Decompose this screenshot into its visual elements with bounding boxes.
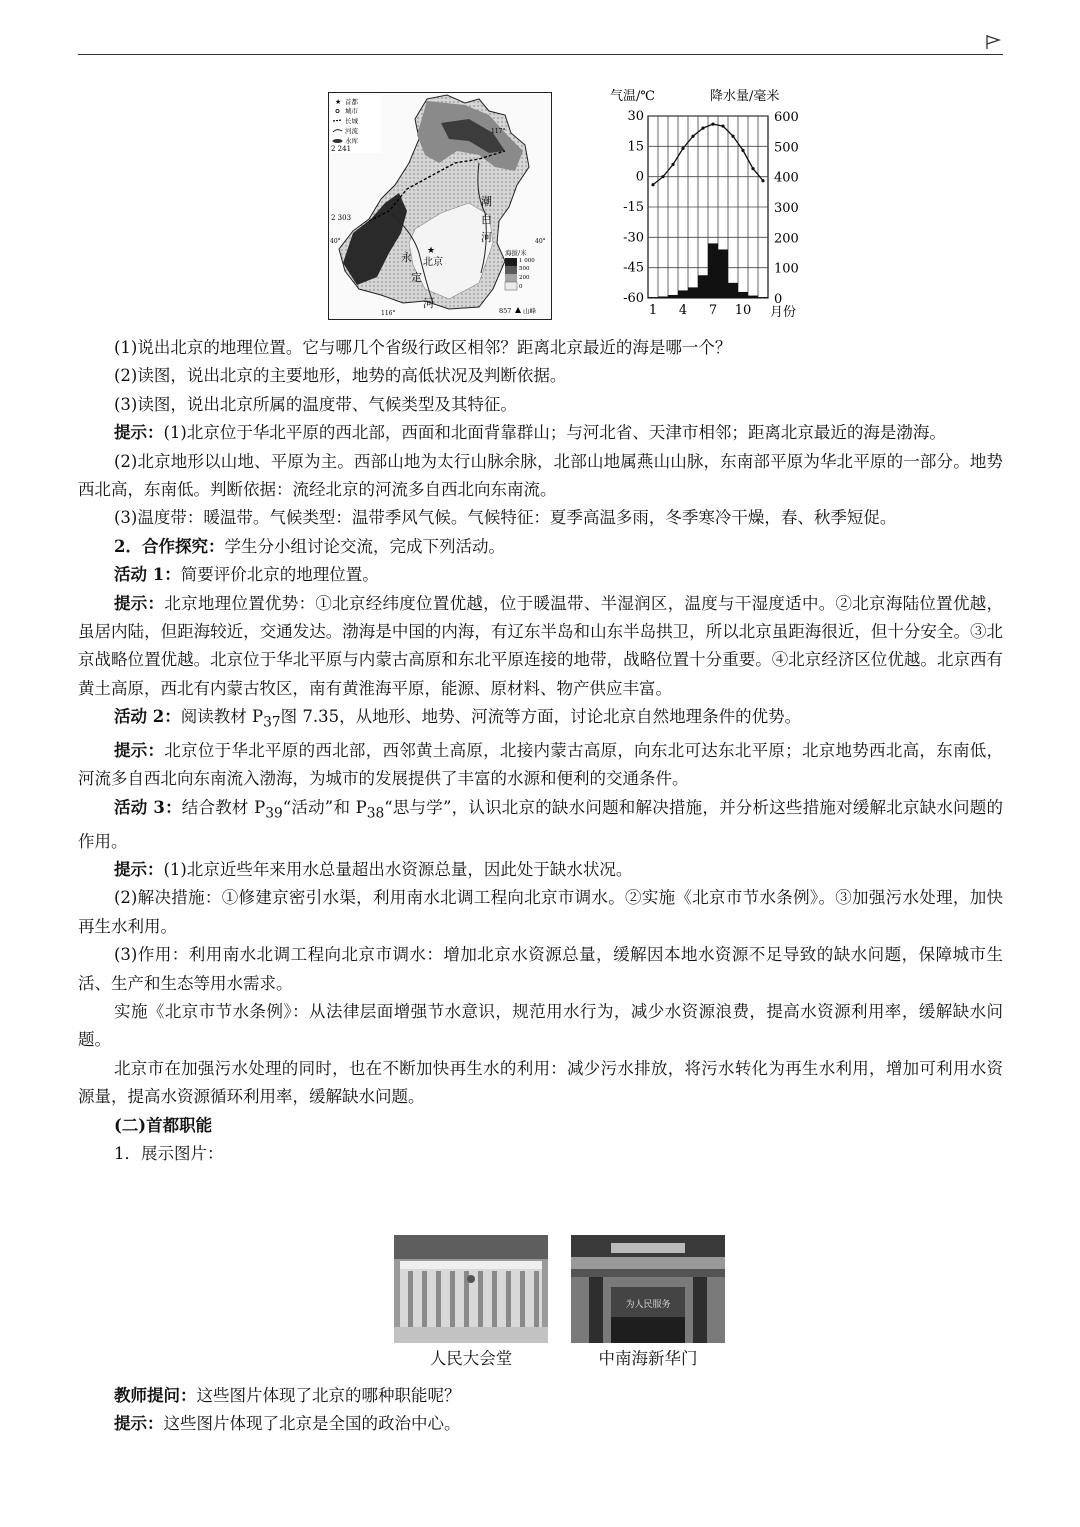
caption-great-hall: 人民大会堂 [429,1349,513,1368]
teacher-question: 教师提问：这些图片体现了北京的哪种职能呢？ [114,1386,461,1405]
hint-label: 提示： [114,423,164,443]
elev-label-1000: 1 000 [519,258,535,264]
precip-tick-label: 400 [774,170,799,186]
legend-river: 河流 [345,127,358,135]
precip-bar [748,296,758,298]
peak-label-2: 2 303 [331,214,352,222]
activity-3-hint-1: 提示：(1)北京近些年来用水总量超出水资源总量，因此处于缺水状况。 [114,859,633,879]
elev-label-200: 200 [519,275,530,281]
lon-label-117: 117° [491,128,506,135]
elev-legend-title: 海拔/米 [505,249,527,257]
activity-3-hint-5: 北京市在加强污水处理的同时，也在不断加快再生水的利用：减少污水排放，将污水转化为再生水利用，增加可利用水资源量，提高水资源循环利用率，缓解缺水问题。 [78,1058,1003,1107]
temperature-point [711,122,714,125]
legend-peak: 山峰 [523,307,536,315]
elev-label-0: 0 [519,284,523,290]
lat-label-left: 40° [330,238,341,245]
temp-tick-label: -60 [623,291,644,306]
activity-2: 活动 2：阅读教材 $P_{37}$图 7.35，从地形、地势、河流等方面，讨论北京自然地理条件的优势。 [114,707,802,731]
activity-3: 活动 3：结合教材 $P_{39}“$活动”和 $P_{38}“$思与学”，认识北京的缺水问题和解决措施，并分析这些措施对缓解北京缺水问题的作用。 [78,797,1003,851]
precip-bar [708,243,718,298]
temperature-point [671,163,674,166]
month-tick-label: 4 [678,303,688,318]
legend-wall: 长城 [345,117,358,125]
temp-tick-label: 30 [627,109,644,124]
precip-bar [668,295,678,298]
temperature-point [681,147,684,150]
precip-bar [688,287,698,298]
temp-tick-label: -45 [623,260,644,276]
lon-label-116: 116° [381,310,396,317]
precip-bar [738,292,748,298]
activity-3-hint-4: 实施《北京市节水条例》：从法律层面增强节水意识，规范用水行为，减少水资源浪费，提高水资源利用率，缓解缺水问题。 [78,1001,1003,1050]
river-label-he1: 河 [481,231,492,244]
precip-bar [718,249,728,298]
precip-bar [698,275,708,298]
climate-chart [608,84,808,324]
precip-tick-label: 0 [774,292,783,307]
beijing-topographic-map [328,92,552,320]
lesson-content [78,334,1003,1168]
peak-label-3: 857 [499,307,512,315]
hint-answer-2: (2)北京地形以山地、平原为主。西部山地为太行山脉余脉，北部山地属燕山山脉，东南部平原为华北平原的一部分。地势西北高，东南低。判断依据：流经北京的河流多自西北向东南流。 [78,451,1003,500]
temp-tick-label: -15 [623,200,644,215]
elev-swatch-1000 [505,258,517,266]
elev-swatch-500 [505,266,517,274]
precip-tick-label: 300 [774,201,799,216]
gate-plaque-text: 为人民服务 [625,1300,671,1310]
temp-tick-label: 15 [627,139,644,155]
cooperation-heading: 2．合作探究：学生分小组讨论交流，完成下列活动。 [114,536,505,556]
precip-tick-label: 600 [774,110,799,125]
month-tick-label: 10 [734,303,752,318]
temperature-point [731,135,734,138]
show-pictures: 1．展示图片： [114,1143,224,1163]
closing-section [78,1382,1003,1439]
question-2: (2)读图，说出北京的主要地形，地势的高低状况及判断依据。 [114,366,567,386]
final-hint: 提示：这些图片体现了北京是全国的政治中心。 [114,1414,461,1434]
caption-xinhua-gate: 中南海新华门 [598,1349,698,1368]
legend-city: 城市 [345,107,358,115]
elev-swatch-0 [505,282,517,290]
river-label-yong: 永 [401,251,412,264]
activity-3-hint-3: (3)作用：利用南水北调工程向北京市调水：增加北京水资源总量，缓解因本地水资源不足导致的缺水问题，保障城市生活、生产和生态等用水需求。 [78,945,1003,993]
photo-xinhua-gate [571,1235,725,1343]
legend-capital: 首都 [345,98,358,106]
temperature-point [701,127,704,130]
activity-3-hint-2: (2)解决措施：①修建京密引水渠，利用南水北调工程向北京市调水。②实施《北京市节水条例》。③加强污水处理，加快再生水利用。 [78,888,1003,936]
temperature-point [661,175,664,178]
photo-group [394,1235,734,1370]
temp-tick-label: -30 [623,230,644,246]
temperature-point [751,167,754,170]
temperature-point [691,135,694,138]
temperature-point [651,183,654,186]
city-label-beijing: 北京 [423,257,443,268]
header-rule [78,54,1003,55]
question-1: (1)说出北京的地理位置。它与哪几个省级行政区相邻？距离北京最近的海是哪一个？ [114,338,732,357]
lat-label-right: 40° [535,238,546,245]
mountain-peak-icon [515,307,521,313]
temperature-point [741,149,744,152]
precip-bar [648,297,658,298]
photo-great-hall [394,1235,548,1343]
month-axis-label: 月份 [770,305,797,320]
precip-tick-label: 200 [774,231,799,247]
month-tick-label: 1 [648,303,658,318]
flag-icon [984,34,1002,50]
month-tick-label: 7 [708,303,718,318]
precip-tick-label: 500 [774,140,799,156]
reservoir-icon [333,139,343,143]
river-label-ding: 定 [411,271,422,284]
river-label-he2: 河 [423,297,434,310]
precip-bar [678,290,688,298]
hint-answer-3: (3)温度带：暖温带。气候类型：温带季风气候。气候特征：夏季高温多雨，冬季寒冷干燥，春、秋季短促。 [114,508,897,528]
elev-label-500: 500 [519,266,530,272]
river-label-bai: 白 [481,213,492,226]
precip-bar [758,297,768,298]
peak-label-1: 2 241 [331,145,352,153]
activity-1-hint: 提示：北京地理位置优势：①北京经纬度位置优越，位于暖温带、半湿润区，温度与干湿度适中。②北京海陆位置优越，虽居内陆，但距海较近，交通发达。渤海是中国的内海，有辽东半岛和山东半岛拱卫，所以北京虽距海很近，但十分安全。③北京战略位置优越。北京位于华北平原与内蒙古高原和东北平原连接的地带，战略位置十分重要。④北京经济区位优越。北京西有黄土高原，西北有内蒙古牧区，南有黄淮海平原，能源、原材料、物产供应丰富。 [78,593,1004,698]
river-label-chao: 潮 [481,195,492,208]
hint-answer-1: 提示：(1)北京位于华北平原的西北部，西面和北面背靠群山；与河北省、天津市相邻；距离北京最近的海是渤海。 [114,423,946,443]
legend-reservoir: 水库 [345,137,358,145]
precip-bar [658,296,668,298]
capital-star-icon: ★ [335,98,342,106]
question-3: (3)读图，说出北京所属的温度带、气候类型及其特征。 [114,394,517,414]
temperature-point [721,125,724,128]
beijing-star-icon: ★ [427,246,436,256]
precip-axis-label: 降水量/毫米 [710,89,780,104]
precip-bar [728,283,738,298]
temperature-point [761,179,764,182]
section-capital-function: (二)首都职能 [114,1115,213,1135]
temp-axis-label: 气温/℃ [610,89,655,104]
precip-tick-label: 100 [774,261,799,277]
elev-swatch-200 [505,274,517,282]
activity-1: 活动 1：简要评价北京的地理位置。 [114,565,379,585]
activity-2-hint: 提示：北京位于华北平原的西北部，西邻黄土高原，北接内蒙古高原，向东北可达东北平原；北京地势西北高，东南低，河流多自西北向东南流入渤海，为城市的发展提供了丰富的水源和便利的交通条件。 [78,740,1004,789]
temp-tick-label: 0 [635,169,644,185]
